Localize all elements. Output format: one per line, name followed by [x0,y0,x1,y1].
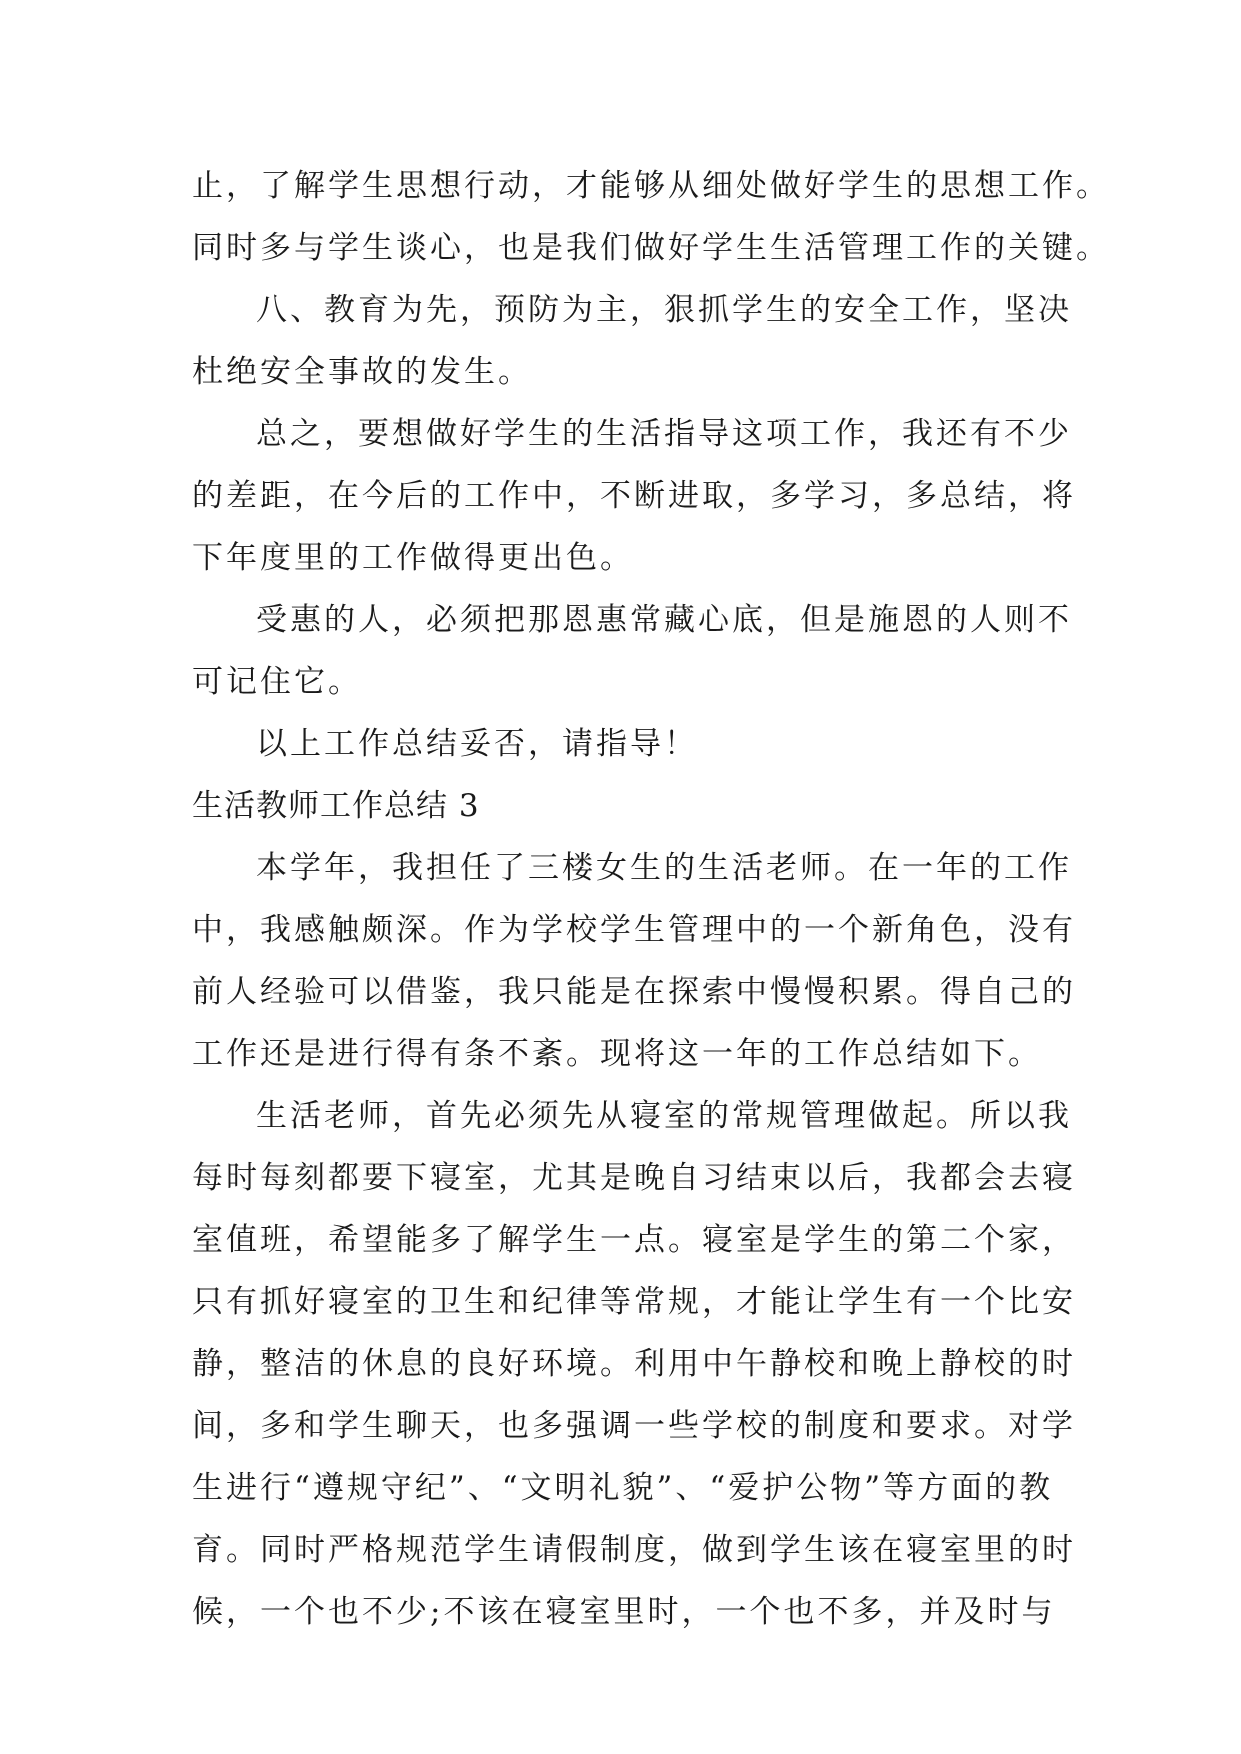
paragraph-line: 八、教育为先，预防为主，狠抓学生的安全工作，坚决 [256,292,1072,328]
paragraph-line: 工作还是进行得有条不紊。现将这一年的工作总结如下。 [192,1036,1042,1072]
paragraph-line: 杜绝安全事故的发生。 [192,354,532,390]
paragraph-line: 的差距，在今后的工作中，不断进取，多学习，多总结，将 [192,478,1076,514]
paragraph-line: 生活老师，首先必须先从寝室的常规管理做起。所以我 [256,1098,1072,1134]
paragraph-line: 育。同时严格规范学生请假制度，做到学生该在寝室里的时 [192,1532,1076,1568]
paragraph-line: 同时多与学生谈心，也是我们做好学生生活管理工作的关键。 [192,230,1110,266]
section-heading: 生活教师工作总结 3 [192,788,480,824]
paragraph-line: 室值班，希望能多了解学生一点。寝室是学生的第二个家， [192,1222,1076,1258]
paragraph-line: 每时每刻都要下寝室，尤其是晚自习结束以后，我都会去寝 [192,1160,1076,1196]
paragraph-line: 总之，要想做好学生的生活指导这项工作，我还有不少 [256,416,1072,452]
paragraph-line: 生进行“遵规守纪”、“文明礼貌”、“爱护公物”等方面的教 [192,1470,1054,1506]
paragraph-line: 止，了解学生思想行动，才能够从细处做好学生的思想工作。 [192,168,1110,204]
paragraph-line: 受惠的人，必须把那恩惠常藏心底，但是施恩的人则不 [256,602,1072,638]
paragraph-line: 间，多和学生聊天，也多强调一些学校的制度和要求。对学 [192,1408,1076,1444]
paragraph-line: 下年度里的工作做得更出色。 [192,540,634,576]
paragraph-line: 只有抓好寝室的卫生和纪律等常规，才能让学生有一个比安 [192,1284,1076,1320]
paragraph-line: 静，整洁的休息的良好环境。利用中午静校和晚上静校的时 [192,1346,1076,1382]
paragraph-line: 中，我感触颇深。作为学校学生管理中的一个新角色，没有 [192,912,1076,948]
paragraph-line: 候，一个也不少;不该在寝室里时，一个也不多，并及时与 [192,1594,1056,1630]
paragraph-line: 以上工作总结妥否，请指导！ [256,726,698,762]
paragraph-line: 可记住它。 [192,664,362,700]
paragraph-line: 前人经验可以借鉴，我只能是在探索中慢慢积累。得自己的 [192,974,1076,1010]
paragraph-line: 本学年，我担任了三楼女生的生活老师。在一年的工作 [256,850,1072,886]
